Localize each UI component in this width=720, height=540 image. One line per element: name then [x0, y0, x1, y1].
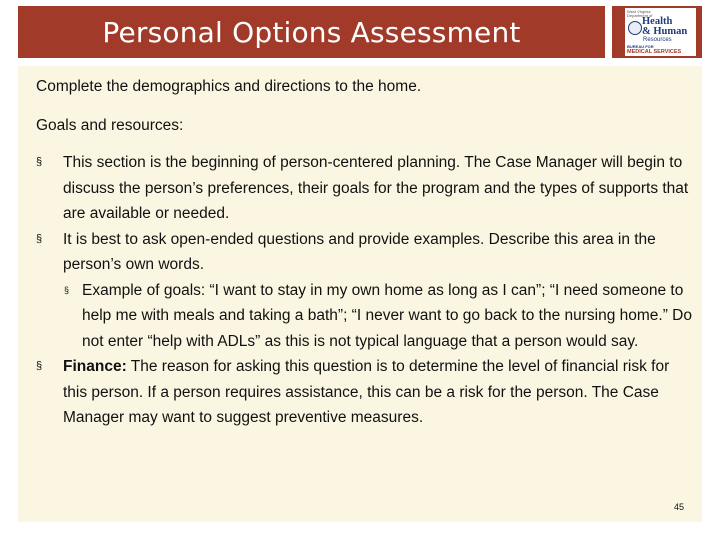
logo-medical-text: MEDICAL SERVICES [627, 49, 682, 55]
bullet-icon: § [36, 232, 43, 245]
logo-resources-text: Resources [643, 37, 672, 43]
bullet-text: It is best to ask open-ended questions and provide examples. Describe this area in the person’s own words. [63, 230, 656, 273]
slide-title: Personal Options Assessment [102, 15, 521, 49]
list-item [36, 150, 696, 227]
state-seal-icon [628, 21, 642, 35]
intro-text: Complete the demographics and directions to the home. [36, 78, 422, 95]
bullet-icon: § [36, 156, 43, 168]
title-bar [18, 6, 605, 58]
logo-box [612, 6, 702, 58]
sub-bullet-icon: § [64, 284, 70, 295]
list-item [36, 354, 696, 431]
logo-health-text: Health [642, 16, 673, 27]
finance-label: Finance: [63, 358, 127, 375]
logo-small-text-2: Department of [627, 13, 653, 18]
finance-text: The reason for asking this question is to determine the level of financial risk for this person. If a person requires assistance, this can be a risk for the person. The Case Manager may want to suggest preventive measures. [63, 358, 670, 426]
sub-bullet-text: Example of goals: “I want to stay in my own home as long as I can”; “I need someone to help me with meals and taking a bath”; “I never want to go back to the nursing home.” Do not enter “help with ADLs” as this is not typical language that a person would say. [82, 281, 692, 350]
list-item [36, 227, 696, 278]
logo-human-text: & Human [642, 26, 688, 37]
bullet-list [36, 150, 696, 431]
page-number: 45 [673, 502, 684, 512]
bullet-text: This section is the beginning of person-centered planning. The Case Manager will begin to discuss the person’s preferences, their goals for the program and the types of supports that are available or needed. [63, 154, 689, 222]
section-subhead: Goals and resources: [36, 117, 184, 134]
content-area [18, 66, 702, 522]
logo-bureau-text: BUREAU FOR [627, 44, 654, 49]
bullet-icon: § [36, 360, 43, 372]
sub-list-item [36, 278, 696, 355]
logo-small-text-1: West Virginia [627, 9, 651, 14]
wv-dhhr-logo [625, 8, 696, 56]
